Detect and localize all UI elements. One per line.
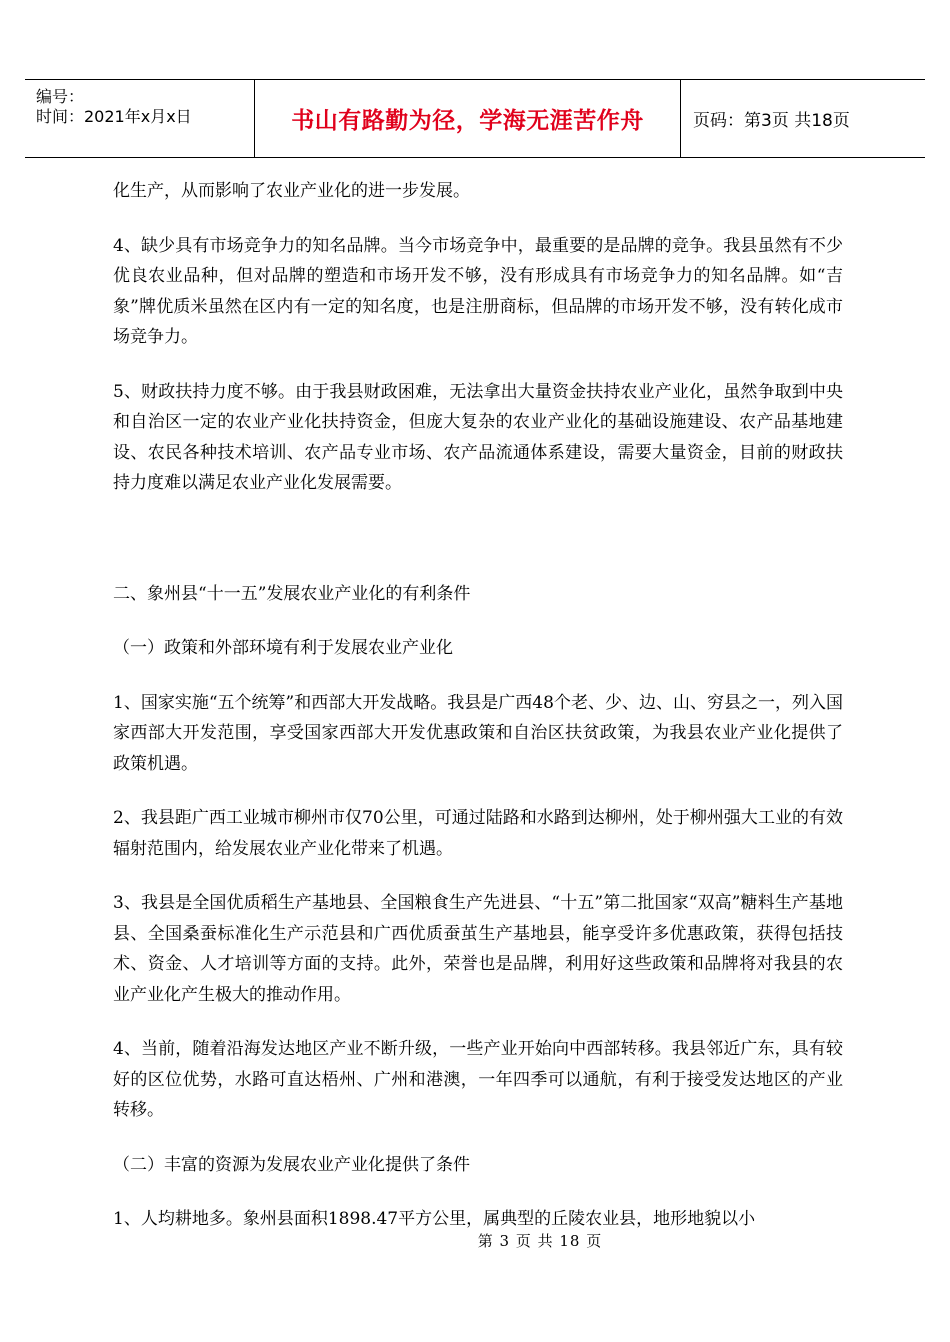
paragraph: 4、缺少具有市场竞争力的知名品牌。当今市场竞争中，最重要的是品牌的竞争。我县虽然有不少优良农业品种，但对品牌的塑造和市场开发不够，没有形成具有市场竞争力的知名品牌。如“吉象”牌优质米虽然在区内有一定的知名度，也是注册商标，但品牌的市场开发不够，没有转化成市场竞争力。 [113, 235, 843, 347]
paragraph: 4、当前，随着沿海发达地区产业不断升级，一些产业开始向中西部转移。我县邻近广东，具有较好的区位优势，水路可直达梧州、广州和港澳，一年四季可以通航，有利于接受发达地区的产业转移。 [113, 1039, 843, 1120]
paragraph: 1、国家实施“五个统筹”和西部大开发战略。我县是广西48个老、少、边、山、穷县之一，列入国家西部大开发范围，享受国家西部大开发优惠政策和自治区扶贫政策，为我县农业产业化提供了政策机遇。 [113, 692, 843, 774]
paragraph: 3、我县是全国优质稻生产基地县、全国粮食生产先进县、“十五”第二批国家“双高”糖料生产基地县、全国桑蚕标准化生产示范县和广西优质蚕茧生产基地县，能享受许多优惠政策，获得包括技术、资金、人才培训等方面的支持。此外，荣誉也是品牌，利用好这些政策和品牌将对我县的农业产业化产生极大的推动作用。 [113, 893, 843, 1005]
footer-page-number: 第 3 页 共 18 页 [477, 1232, 603, 1250]
page-footer [0, 1230, 950, 1251]
paragraph: 1、人均耕地多。象州县面积1898.47平方公里，属典型的丘陵农业县，地形地貌以小 [113, 1209, 756, 1229]
section-heading: 二、象州县“十一五”发展农业产业化的有利条件 [113, 583, 471, 604]
document-number-label: 编号： [36, 87, 85, 106]
subsection-heading: （二）丰富的资源为发展农业产业化提供了条件 [113, 1154, 470, 1175]
header-motto-cell [255, 80, 681, 157]
page-header [25, 79, 925, 158]
paragraph: 化生产，从而影响了农业产业化的进一步发展。 [113, 181, 470, 201]
paragraph: 5、财政扶持力度不够。由于我县财政困难，无法拿出大量资金扶持农业产业化，虽然争取到中央和自治区一定的农业产业化扶持资金，但庞大复杂的农业产业化的基础设施建设、农产品基地建设、农民各种技术培训、农产品专业市场、农产品流通体系建设，需要大量资金，目前的财政扶持力度难以满足农业产业化发展需要。 [113, 381, 843, 493]
subsection-heading: （一）政策和外部环境有利于发展农业产业化 [113, 638, 453, 658]
document-time-label: 时间：2021年x月x日 [36, 107, 192, 126]
document-body [113, 176, 843, 1235]
header-motto: 书山有路勤为径，学海无涯苦作舟 [291, 108, 644, 134]
paragraph: 2、我县距广西工业城市柳州市仅70公里，可通过陆路和水路到达柳州，处于柳州强大工业的有效辐射范围内，给发展农业产业化带来了机遇。 [113, 808, 843, 859]
header-left-cell [25, 80, 255, 157]
header-page-info: 页码：第3页 共18页 [693, 111, 850, 131]
header-page-cell [681, 80, 925, 157]
